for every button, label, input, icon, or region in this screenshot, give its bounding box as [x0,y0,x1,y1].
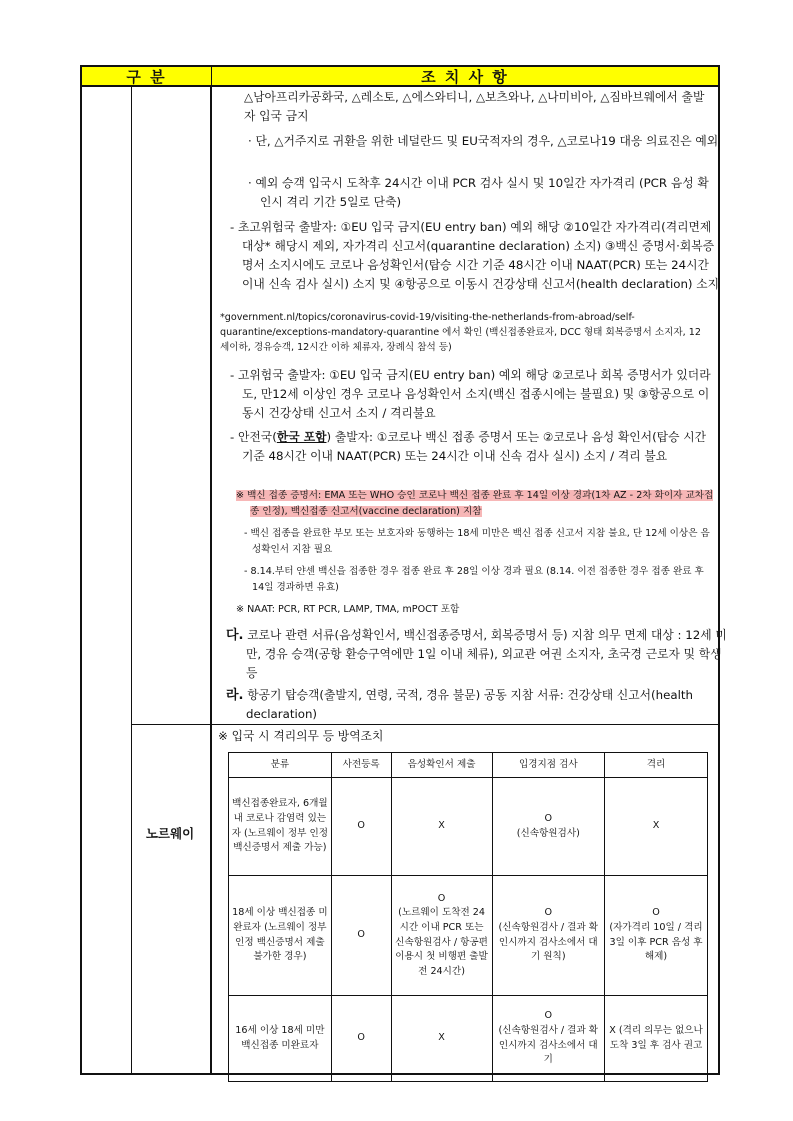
table-cell: O [331,876,391,996]
table-cell: X [391,996,492,1082]
exemption-note: *government.nl/topics/coronavirus-covid-19/visiting-the-netherlands-from-abroad/self-quarantine/exceptions-mandatory-quarantine 에서 확인 (백신접종완료자, DCC 형태 회복증명서 소지자, 12세이하, 경유승객, 12시간 이하 체류자, 장례식 참석 등) [220,312,701,353]
safe-country-rest: ) 출발자: ①코로나 백신 접종 증명서 또는 ②코로나 음성 확인서(탑승 시간 기준 48시간 이내 NAAT(PCR) 또는 24시간 이내 신속 검사 실시) 소지 / 격리 불요 [242,430,707,463]
column-header: 음성확인서 제출 [391,753,492,778]
table-cell: O (노르웨이 도착전 24시간 이내 PCR 또는 신속항원검사 / 항공편 이용시 첫 비행편 출발 전 24시간) [391,876,492,996]
table-row [229,876,708,996]
table-cell: O (신속항원검사) [492,778,605,876]
upper-section [220,88,727,724]
table-cell: X (격리 의무는 없으나 도착 3일 후 검사 권고 [605,996,708,1082]
norway-intro: ※ 입국 시 격리의무 등 방역조치 [218,729,384,743]
table-row [229,996,708,1082]
high-risk-paragraph: - 고위험국 출발자: ①EU 입국 금지(EU entry ban) 예외 해당 ②코로나 회복 증명서가 있더라도, 만12세 이상인 경우 코로나 음성확인서 소지(백신 접종시에는 불필요) 및 ③항공으로 이동시 건강상태 신고서 소지 / 격리불요 [230,368,711,420]
table-row [229,778,708,876]
vaccine-cert-highlight: ※ 백신 접종 증명서: EMA 또는 WHO 승인 코로나 백신 접종 완료 후 14일 이상 경과(1차 AZ - 2차 화이자 교차접종 인정), 백신접종 신고서(vaccine declaration) 지참 [236,490,714,517]
safe-country-prefix: - 안전국( [230,430,277,444]
country-norway: 노르웨이 [145,826,195,841]
da-paragraph [226,626,728,683]
column-header: 분류 [229,753,332,778]
norway-measures-table [228,752,708,1082]
header-measures: 조 치 사 항 [421,67,509,86]
table-header [82,67,718,87]
column-header: 입경지점 검사 [492,753,605,778]
ra-paragraph [226,686,728,724]
safe-country-paragraph [230,428,720,466]
table-cell: O (신속항원검사 / 결과 확인시까지 검사소에서 대기 [492,996,605,1082]
table-cell: O (신속항원검사 / 결과 확인시까지 검사소에서 대기 원칙) [492,876,605,996]
vaccine-cert-note [236,488,722,520]
ra-marker: 라. [226,688,244,703]
ban-paragraph: △남아프리카공화국, △레소토, △에스와티니, △보츠와나, △나미비아, △짐바브웨에서 출발자 입국 금지 [244,90,705,123]
table-cell: 18세 이상 백신접종 미완료자 (노르웨이 정부 인정 백신증명서 제출불가한 경우) [229,876,332,996]
column-header: 사전등록 [331,753,391,778]
table-cell: X [391,778,492,876]
table-cell: X [605,778,708,876]
header-category: 구 분 [82,67,212,85]
minor-exemption-note: - 백신 접종을 완료한 부모 또는 보호자와 동행하는 18세 미만은 백신 접종 신고서 지참 불요, 단 12세 이상은 음성확인서 지참 필요 [244,528,710,555]
korea-included: 한국 포함 [276,430,327,444]
mid-border [210,85,212,1075]
da-marker: 다. [226,628,244,643]
table-cell: O [331,778,391,876]
ban-exception-bullet: · 단, △거주지로 귀환을 위한 네덜란드 및 EU국적자의 경우, △코로나19 대응 의료진은 예외 [248,134,719,148]
very-high-risk-paragraph: - 초고위험국 출발자: ①EU 입국 금지(EU entry ban) 예외 해당 ②10일간 자가격리(격리면제 대상* 해당시 제외, 자가격리 신고서(quarantine declaration) 소지) ③백신 증명서·회복증명서 소지시에도 코로나 음성확인서(탑승 시간 기준 48시간 이내 NAAT(PCR) 또는 24시간 이내 신속 검사 실시) 소지 및 ④항공으로 이동시 건강상태 신고서(health declaration) 소지 [230,220,720,291]
column-header: 격리 [605,753,708,778]
ra-text: 항공기 탑승객(출발지, 연령, 국적, 경유 불문) 공동 지참 서류: 건강상태 신고서(health declaration) [246,688,693,721]
janssen-note: - 8.14.부터 얀센 백신을 접종한 경우 접종 완료 후 28일 이상 경과 필요 (8.14. 이전 접종한 경우 접종 완료 후 14일 경과하면 유효) [244,566,704,593]
table-cell: 백신접종완료자, 6개월 내 코로나 감염력 있는 자 (노르웨이 정부 인정 백신증명서 제출 가능) [229,778,332,876]
table-header-row [229,753,708,778]
left-inner-border [131,85,132,1075]
da-text: 코로나 관련 서류(음성확인서, 백신접종증명서, 회복증명서 등) 지참 의무 면제 대상 : 12세 미만, 경유 승객(공항 환승구역에만 1일 이내 체류), 외교관 여권 소지자, 초국경 근로자 및 학생 등 [246,628,727,680]
row-divider [131,724,720,725]
table-cell: 16세 이상 18세 미만 백신접종 미완료자 [229,996,332,1082]
exception-test-bullet: · 예외 승객 입국시 도착후 24시간 이내 PCR 검사 실시 및 10일간 자가격리 (PCR 음성 확인시 격리 기간 5일로 단축) [248,176,709,209]
table-cell: O (자가격리 10일 / 격리 3일 이후 PCR 음성 후 해제) [605,876,708,996]
table-cell: O [331,996,391,1082]
naat-note: ※ NAAT: PCR, RT PCR, LAMP, TMA, mPOCT 포함 [236,604,460,615]
